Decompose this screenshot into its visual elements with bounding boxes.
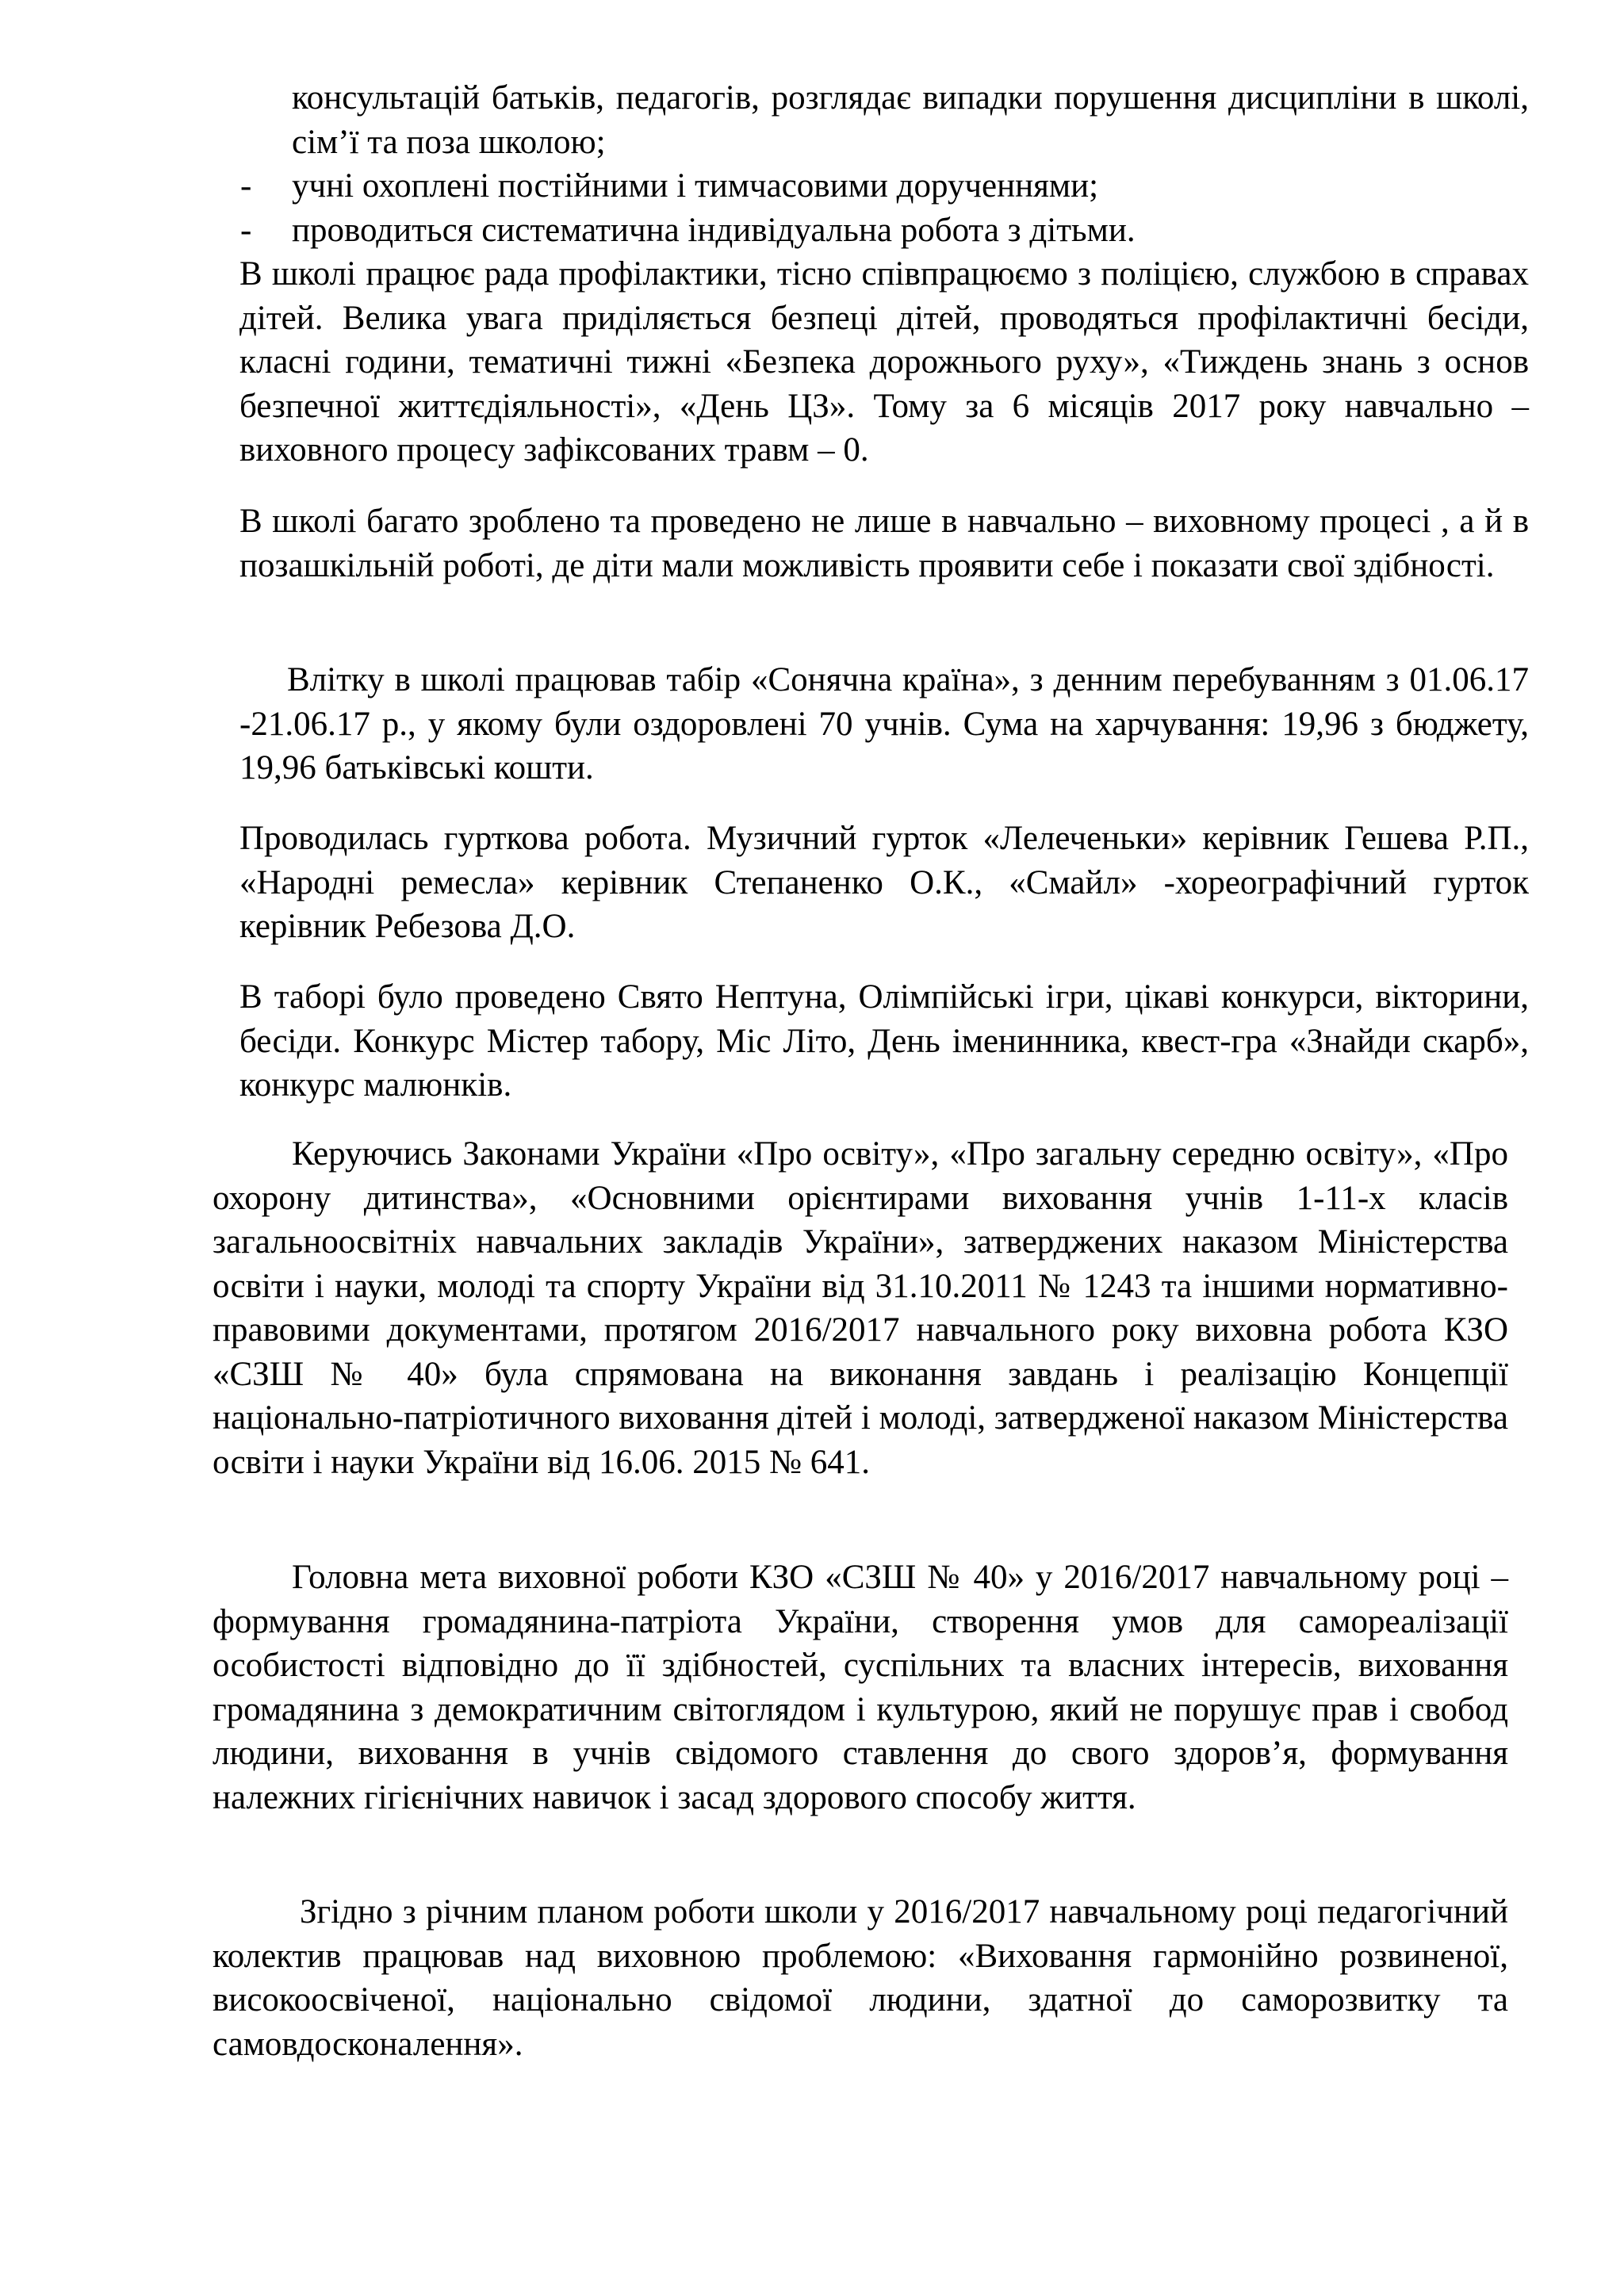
paragraph-text: Згідно з річним планом роботи школи у 2016/2017 навчальному році педагогічний колектив працював над виховною проблемою: «Виховання гармонійно розвиненої, високоосвіченої, національно свідомої людини, здатної до саморозвитку та самовдосконалення».	[213, 1893, 1508, 2063]
paragraph-text: Влітку в школі працював табір «Сонячна країна», з денним перебуванням з 01.06.17 -21.06.17 р., у якому були оздоровлені 70 учнів. Сума на харчування: 19,96 з бюджету, 19,96 батьківські кошти.	[239, 661, 1529, 786]
list-item	[240, 164, 1529, 209]
paragraph-text: Проводилась гурткова робота. Музичний гурток «Лелеченьки» керівник Гешева Р.П., «Народні ремесла» керівник Степаненко О.К., «Смайл» -хореографічний гурток керівник Ребезова Д.О.	[239, 820, 1529, 945]
paragraph-legal-basis	[213, 1132, 1508, 1484]
paragraph-summer-camp	[239, 658, 1529, 790]
list-item-text: проводиться систематична індивідуальна робота з дітьми.	[292, 211, 1136, 249]
paragraph-extracurricular	[239, 499, 1529, 587]
paragraph-camp-events	[239, 975, 1529, 1108]
paragraph-text: Головна мета виховної роботи КЗО «СЗШ № 40» у 2016/2017 навчальному році – формування громадянина-патріота України, створення умов для самореалізації особистості відповідно до її здібностей, суспільних та власних інтересів, виховання громадянина з демократичним світоглядом і культурою, який не порушує прав і свобод людини, виховання в учнів свідомого ставлення до свого здоров’я, формування належних гігієнічних навичок і засад здорового способу життя.	[213, 1559, 1508, 1816]
paragraph-main-goal	[213, 1556, 1508, 1820]
paragraph-text: Керуючись Законами України «Про освіту», «Про загальну середню освіту», «Про охорону дитинства», «Основними орієнтирами виховання учнів 1-11-х класів загальноосвітніх навчальних закладів України», затверджених наказом Міністерства освіти і науки, молоді та спорту України від 31.10.2011 № 1243 та іншими нормативно-правовими документами, протягом 2016/2017 навчального року виховна робота КЗО «СЗШ № 40» була спрямована на виконання завдань і реалізацію Концепції національно-патріотичного виховання дітей і молоді, затвердженої наказом Міністерства освіти і науки України від 16.06. 2015 № 641.	[213, 1135, 1508, 1481]
paragraph-prevention-council	[239, 252, 1529, 473]
dash-list	[240, 164, 1529, 252]
list-item	[240, 209, 1529, 253]
paragraph-clubs	[239, 817, 1529, 949]
list-item-continuation-text: консультацій батьків, педагогів, розглядає випадки порушення дисципліни в школі, сім’ї та поза школою;	[292, 79, 1529, 161]
list-item-text: учні охоплені постійними і тимчасовими дорученнями;	[292, 167, 1099, 205]
list-dash-marker: -	[240, 211, 252, 249]
paragraph-text: В таборі було проведено Свято Нептуна, Олімпійські ігри, цікаві конкурси, вікторини, бесіди. Конкурс Містер табору, Міс Літо, День іменинника, квест-гра «Знайди скарб», конкурс малюнків.	[239, 978, 1529, 1104]
paragraph-text: В школі багато зроблено та проведено не лише в навчально – виховному процесі , а й в позашкільній роботі, де діти мали можливість проявити себе і показати свої здібності.	[239, 503, 1529, 584]
list-dash-marker: -	[240, 167, 252, 205]
continued-list-item	[292, 76, 1529, 164]
paragraph-annual-plan	[213, 1890, 1508, 2066]
paragraph-text: В школі працює рада профілактики, тісно співпрацюємо з поліцією, службою в справах дітей. Велика увага приділяється безпеці дітей, проводяться профілактичні бесіди, класні години, тематичні тижні «Безпека дорожнього руху», «Тиждень знань з основ безпечної життєдіяльності», «День ЦЗ». Тому за 6 місяців 2017 року навчально – виховного процесу зафіксованих травм – 0.	[239, 255, 1529, 469]
